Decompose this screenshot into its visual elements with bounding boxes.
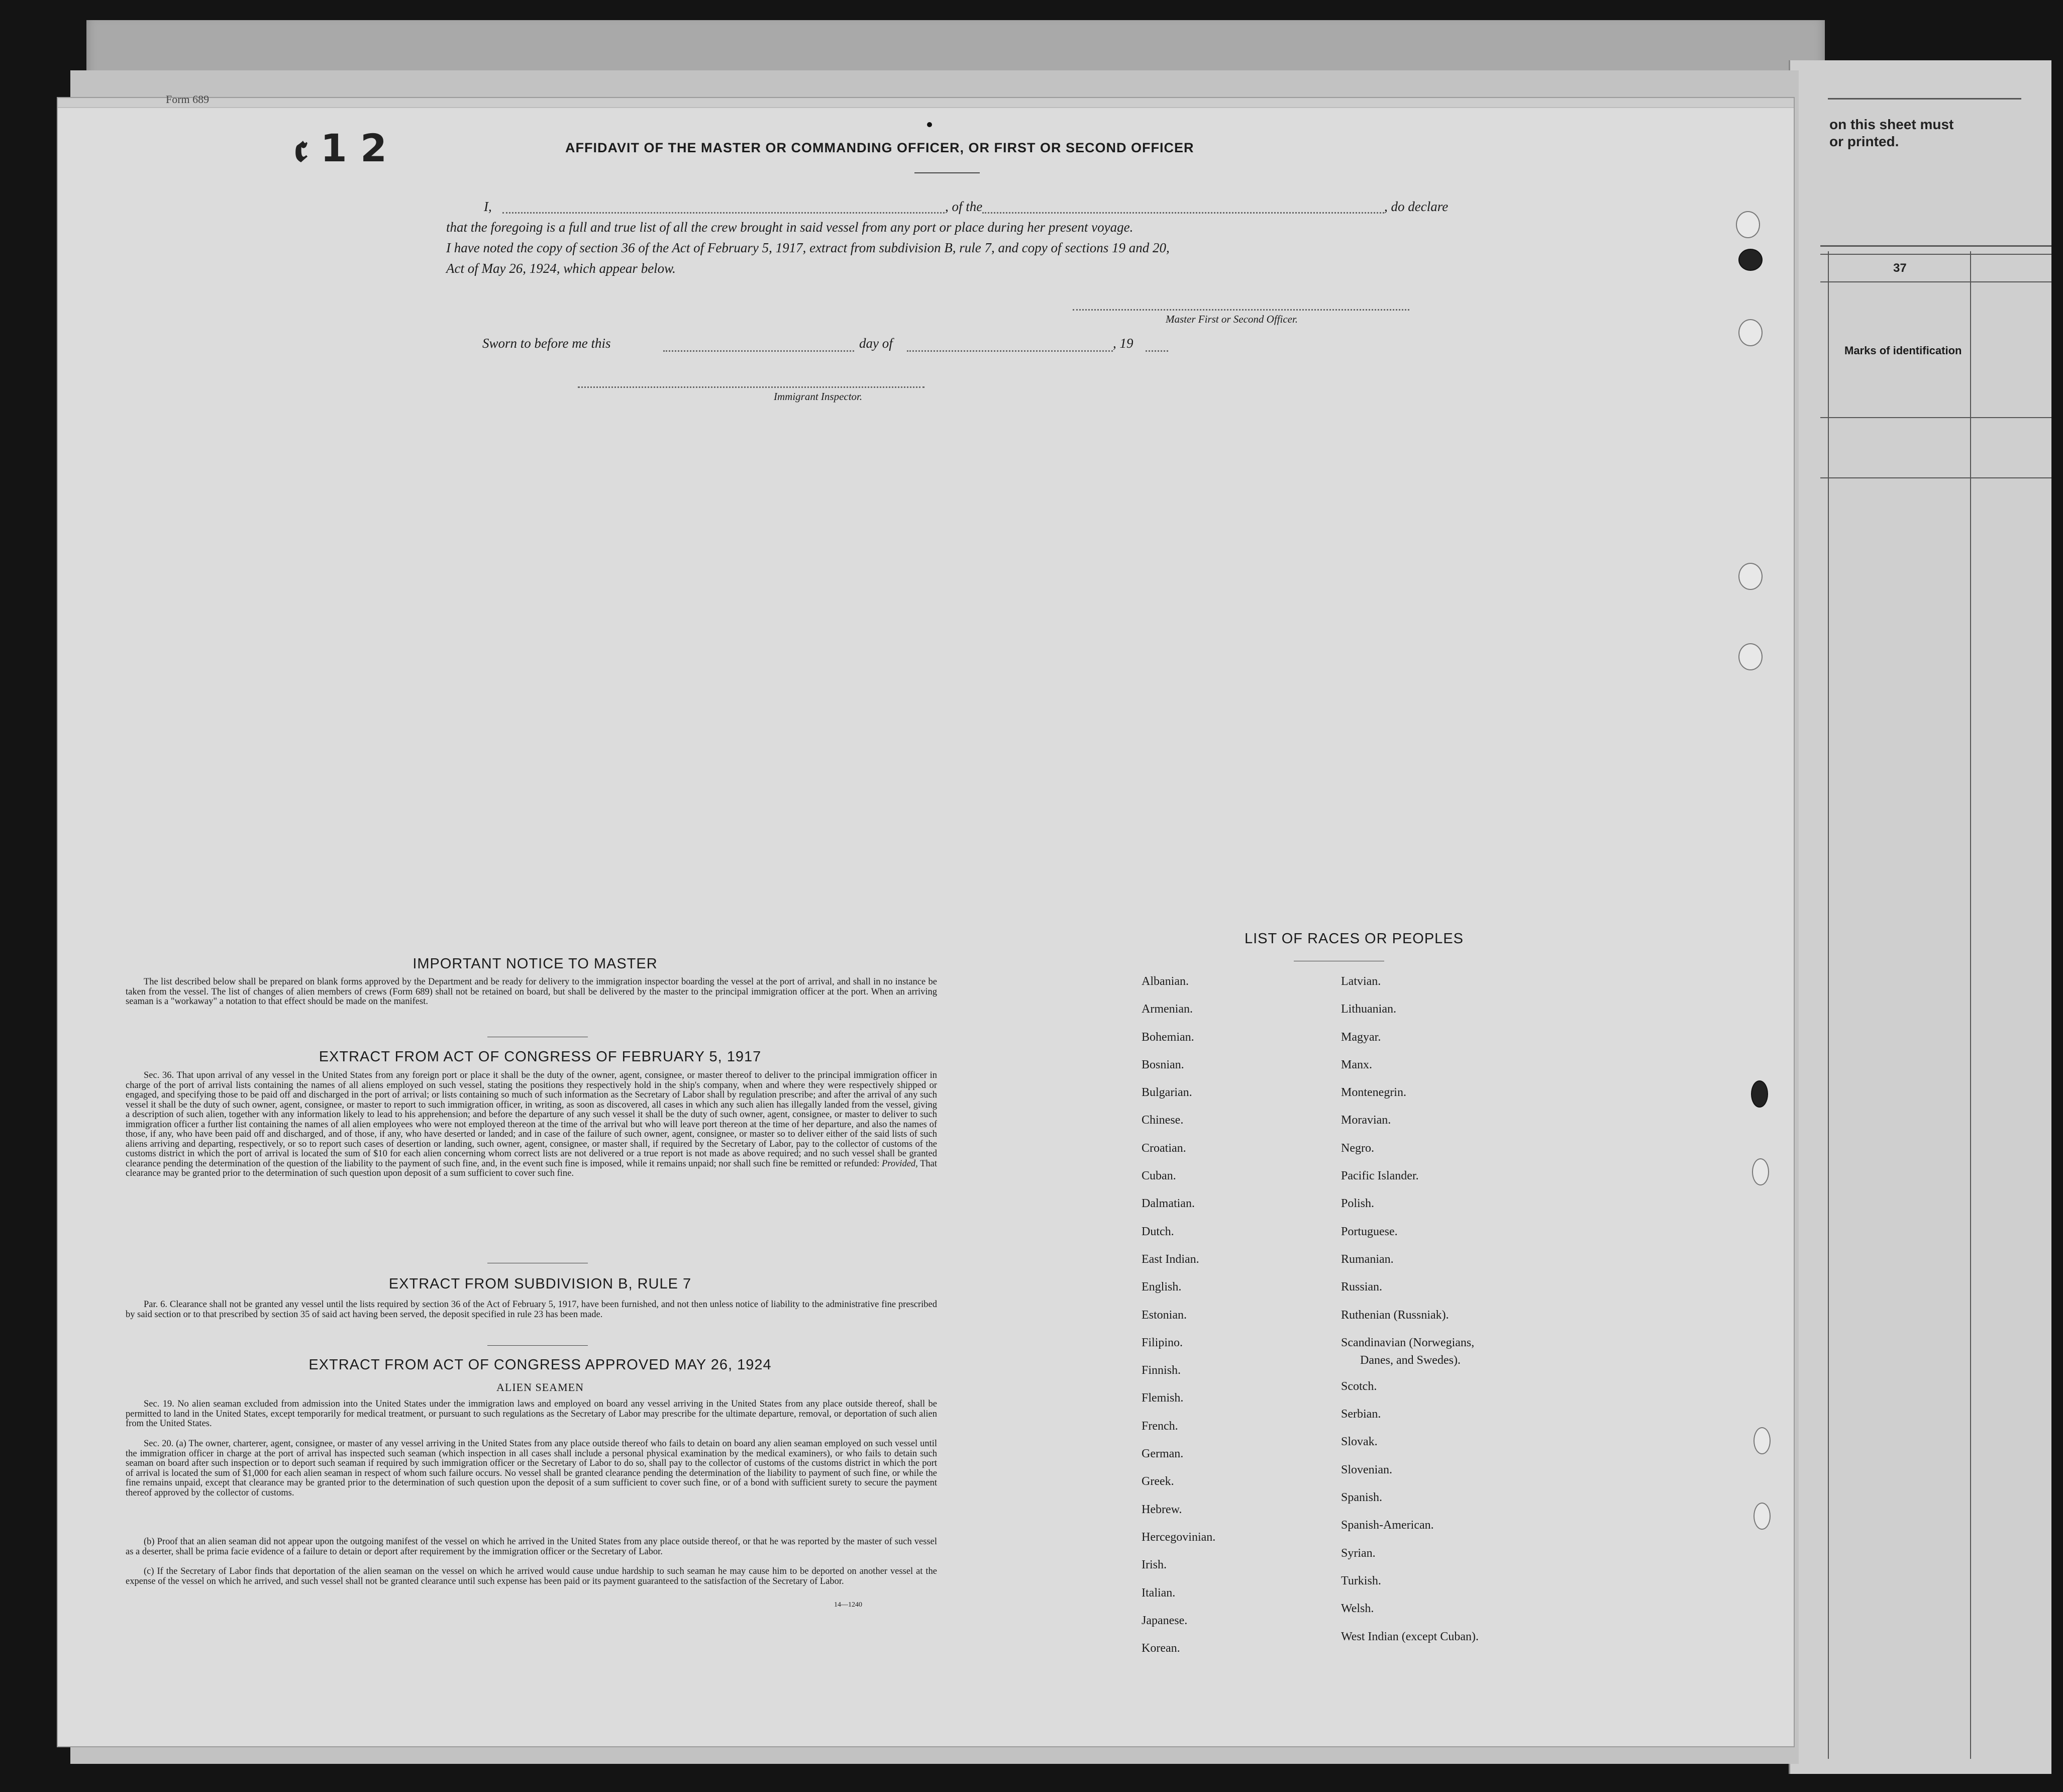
rule (1820, 245, 2051, 247)
race-item: Negro. (1341, 1141, 1374, 1155)
affidavit-page (58, 93, 1794, 1746)
print-code: 14—1240 (834, 1601, 862, 1609)
race-item: Italian. (1142, 1586, 1176, 1600)
race-item: Hercegovinian. (1142, 1530, 1216, 1544)
race-item: German. (1142, 1447, 1184, 1461)
master-signature-blank[interactable] (1073, 309, 1409, 311)
affidavit-of-the: , of the (945, 199, 983, 214)
sec-19-body (126, 1400, 937, 1429)
race-item: French. (1142, 1419, 1178, 1433)
sec-36-label: Sec. 36. (144, 1070, 174, 1080)
race-item: Scotch. (1341, 1379, 1377, 1393)
notice-title: IMPORTANT NOTICE TO MASTER (412, 956, 658, 972)
extract-rule7-title: EXTRACT FROM SUBDIVISION B, RULE 7 (388, 1276, 692, 1292)
name-blank[interactable] (502, 212, 945, 214)
race-item: Spanish-American. (1341, 1519, 1434, 1532)
race-item: Flemish. (1142, 1391, 1184, 1405)
extract-1917-title: EXTRACT FROM ACT OF CONGRESS OF FEBRUARY 5, 1917 (319, 1049, 762, 1065)
race-item: Korean. (1142, 1642, 1180, 1655)
punch-hole (1738, 319, 1763, 346)
race-item: Bohemian. (1142, 1030, 1194, 1044)
race-item: Manx. (1341, 1058, 1372, 1071)
alien-seamen-subtitle: ALIEN SEAMEN (496, 1381, 584, 1393)
inspector-signature-blank[interactable] (578, 386, 924, 388)
column-divider (1828, 251, 1829, 1759)
race-item: English. (1142, 1280, 1182, 1294)
race-item: Serbian. (1341, 1408, 1381, 1421)
extract-1924-title: EXTRACT FROM ACT OF CONGRESS APPROVED MAY 26, 1924 (308, 1357, 772, 1373)
sec-19-label: Sec. 19. (144, 1399, 174, 1409)
race-item: Bulgarian. (1142, 1086, 1192, 1100)
race-item: Slovak. (1341, 1435, 1378, 1449)
extract-rule7-body: Par. 6. Clearance shall not be granted any vessel until the lists required by section 36 of the Act of February 5, 1917, have been furnished, and not then unless notice of liability to the administrative fine prescribed by said section or to that prescribed by section 35 of said act having been served, the deposit specified in rule 23 has been made. (126, 1300, 937, 1320)
race-item: Russian. (1341, 1280, 1383, 1294)
provided-word: Provided, (882, 1158, 918, 1169)
races-title: LIST OF RACES OR PEOPLES (1244, 931, 1464, 947)
punch-hole (1738, 643, 1763, 670)
race-item: Pacific Islander. (1341, 1169, 1419, 1183)
race-item: Welsh. (1341, 1602, 1374, 1616)
race-item: Scandinavian (Norwegians, (1341, 1336, 1475, 1349)
race-item: Spanish. (1341, 1491, 1383, 1505)
sec-36-text-end: That clearance may be granted prior to the determination of such question upon deposit of a sum sufficient to cover such fine. (126, 1158, 938, 1178)
punch-hole (1753, 1503, 1771, 1530)
race-item: Dalmatian. (1142, 1197, 1195, 1211)
sec-19-text: No alien seaman excluded from admission into the United States under the immigration laws and employed on board any vessel arriving in the United States from any place outside thereof, shall be permitted to land in the United States, except temporarily for medical treatment, or pursuant to such regulations as the Secretary of Labor may prescribe for the ultimate departure, removal, or deportation of such alien from the United States. (126, 1399, 937, 1429)
race-item: Armenian. (1142, 1003, 1193, 1016)
vessel-blank[interactable] (982, 212, 1384, 214)
race-item: Albanian. (1142, 975, 1189, 988)
notice-body: The list described below shall be prepared on blank forms approved by the Department and be ready for delivery to the immigration inspector boarding the vessel at the port of arrival, and shall in no instance be taken from the vessel. The list of changes of alien members of crews (Form 689) shall not be retained on board, but shall be delivered by the master to the principal immigration officer at the port. When an arriving seaman is a "workaway" a notation to that effect should be made on the manifest. (126, 977, 937, 1007)
title-rule (914, 172, 980, 173)
sworn-day-of: day of (859, 336, 893, 351)
manifest-note-line1: on this sheet must (1829, 117, 1954, 132)
rule (1820, 281, 2051, 282)
race-item: Lithuanian. (1341, 1003, 1396, 1016)
race-item: East Indian. (1142, 1252, 1199, 1266)
race-item: Chinese. (1142, 1114, 1184, 1127)
sworn-day-blank[interactable] (663, 350, 854, 352)
race-item: Cuban. (1142, 1169, 1176, 1183)
affidavit-line2: that the foregoing is a full and true list of all the crew brought in said vessel from any port or place during her present voyage. (446, 220, 1133, 235)
rule (1828, 98, 2021, 99)
race-item: Japanese. (1142, 1614, 1188, 1627)
races-left-column (1142, 975, 1215, 1669)
sec-20a-body (126, 1439, 937, 1498)
race-item: Greek. (1142, 1475, 1174, 1488)
affidavit-i: I, (484, 199, 492, 214)
race-item: Croatian. (1142, 1141, 1186, 1155)
ink-dot (927, 122, 932, 127)
race-item: Polish. (1341, 1197, 1375, 1211)
race-item: Hebrew. (1142, 1503, 1182, 1516)
race-item: Slovenian. (1341, 1463, 1392, 1476)
race-item: Estonian. (1142, 1308, 1187, 1322)
punch-hole (1752, 1158, 1769, 1185)
punch-hole (1751, 1080, 1768, 1108)
race-item: Bosnian. (1142, 1058, 1184, 1071)
manifest-note-line2: or printed. (1829, 134, 1899, 149)
sec-20b-body: (b) Proof that an alien seaman did not appear upon the outgoing manifest of the vessel on which he arrived in the United States from any place outside thereof, or that he was reported by the master of such vessel as a deserter, shall be prima facie evidence of a failure to detain or deport after requirement by the immigration officer or the Secretary of Labor. (126, 1537, 937, 1557)
race-item: Latvian. (1341, 975, 1381, 988)
race-item: Moravian. (1341, 1114, 1391, 1127)
race-item: Filipino. (1142, 1336, 1183, 1349)
sec-20a-text: (a) The owner, charterer, agent, consignee, or master of any vessel arriving in the United States from any place outside thereof who fails to detain on board any alien seaman employed on such vessel until the immigration officer in charge at the port of arrival has inspected such seaman (which inspection in all cases shall include a personal physical examination by the medical examiners), or who fails to detain such seaman on board after such inspection or to deport such seaman if required by such immigration officer or the Secretary of Labor to do so, shall pay to the collector of customs of the customs district in which the port of arrival is located the sum of $1,000 for each alien seaman in respect of whom such failure occurs. No vessel shall be granted clearance pending the determination of the liability to payment of such fine, or while the fine remains unpaid, except that clearance may be granted prior to the determination of such question upon the deposit of a sum sufficient to cover such fine, or of a bond with sufficient surety to secure the payment thereof approved by the collector of customs. (126, 1439, 938, 1498)
punch-hole (1736, 211, 1760, 238)
rule (1820, 477, 2051, 478)
sworn-year-blank[interactable] (1146, 350, 1168, 352)
race-item: Montenegrin. (1341, 1086, 1406, 1100)
form-number: Form 689 (166, 93, 210, 106)
race-item: Dutch. (1142, 1225, 1174, 1238)
sworn-year: , 19 (1113, 336, 1133, 351)
race-item: Ruthenian (Russniak). (1341, 1308, 1449, 1322)
column-divider (1970, 251, 1971, 1759)
sec-20-label: Sec. 20. (144, 1439, 174, 1449)
column-number: 37 (1893, 261, 1907, 275)
affidavit-line3: I have noted the copy of section 36 of the Act of February 5, 1917, extract from subdivision B, rule 7, and copy of sections 19 and 20, (446, 240, 1170, 255)
underlying-manifest-sheet (1789, 60, 2051, 1774)
sworn-before: Sworn to before me this (482, 336, 611, 351)
affidavit-line4: Act of May 26, 1924, which appear below. (446, 261, 676, 276)
sec-20c-body: (c) If the Secretary of Labor finds that deportation of the alien seaman on the vessel on which he arrived would cause undue hardship to such seaman he may cause him to be deported on another vessel at the expense of the vessel on which he arrived, and such vessel shall not be granted clearance until such expense has been paid or its payment guaranteed to the satisfaction of the Secretary of Labor. (126, 1566, 937, 1586)
race-item: Finnish. (1142, 1364, 1181, 1377)
affidavit-declare: , do declare (1384, 199, 1449, 214)
race-item: Rumanian. (1341, 1252, 1394, 1266)
rule (1820, 254, 2051, 255)
race-item: Irish. (1142, 1558, 1167, 1572)
race-item: West Indian (except Cuban). (1341, 1630, 1479, 1643)
punch-hole (1738, 249, 1763, 271)
master-signature-label: Master First or Second Officer. (1166, 313, 1298, 325)
extract-1917-body (126, 1071, 937, 1179)
inspector-label: Immigrant Inspector. (774, 390, 863, 403)
rule (1820, 417, 2051, 418)
sworn-month-blank[interactable] (907, 350, 1113, 352)
section-rule (487, 1345, 588, 1346)
race-item: Portuguese. (1341, 1225, 1398, 1238)
punch-hole (1753, 1427, 1771, 1454)
handwritten-mark: 𝖈 1 2 (294, 126, 387, 170)
column-header-marks: Marks of identification (1844, 344, 1962, 357)
races-right-column (1341, 975, 1479, 1658)
sec-36-text: That upon arrival of any vessel in the United States from any foreign port or place it shall be the duty of the owner, agent, consignee, or master thereof to deliver to the principal immigration officer in charge of the port of arrival lists containing the names of all aliens employed on such vessel, stating the positions they respectively hold in the ship's company, when and where they were respectively shipped or engaged, and specifying those to be paid off and discharged in the port of arrival; or lists containing so much of such information as the Secretary of Labor shall by regulation prescribe; and after the arrival of any such vessel it shall be the duty of such owner, agent, consignee, or master to report to such immigration officer, in writing, as soon as discovered, all cases in which any such alien has illegally landed from the vessel, giving a description of such alien, together with any information likely to lead to his apprehension; and before the departure of any such vessel it shall be the duty of such owner, agent, consignee, or master to deliver to such immigration officer a further list containing the names of all alien employees who were not employed thereon at the time of the arrival but who will leave port thereon at the time of her departure, and also the names of those, if any, who have been paid off and discharged, and of those, if any, who have deserted or landed; and in case of the failure of such owner, agent, consignee, or master so to deliver either of the said lists of such aliens arriving and departing, respectively, or so to report such cases of desertion or landing, such owner, agent, consignee, or master shall, if required by the Secretary of Labor, pay to the collector of customs of the customs district in which the port of arrival is located the sum of $10 for each alien concerning whom correct lists are not delivered or a true report is not made as above required; and no such vessel shall be granted clearance pending the determination of the question of the liability to the payment of such fine, and, in the event such fine is imposed, while it remains unpaid; nor shall such fine be remitted or refunded: (126, 1070, 938, 1169)
affidavit-title: AFFIDAVIT OF THE MASTER OR COMMANDING OFFICER, OR FIRST OR SECOND OFFICER (565, 140, 1194, 155)
punch-hole (1738, 563, 1763, 590)
race-item: Turkish. (1341, 1574, 1381, 1587)
race-item: Danes, and Swedes). (1360, 1353, 1461, 1367)
race-item: Magyar. (1341, 1030, 1381, 1044)
race-item: Syrian. (1341, 1546, 1376, 1560)
page-edge (58, 98, 1794, 108)
